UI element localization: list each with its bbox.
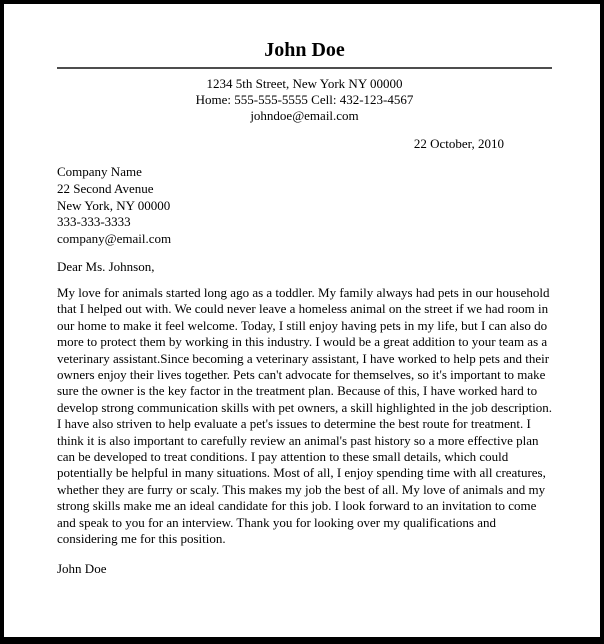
salutation: Dear Ms. Johnson, — [57, 258, 155, 274]
sender-email: johndoe@email.com — [250, 108, 359, 123]
header-divider — [57, 67, 552, 69]
letter-header — [57, 38, 552, 124]
letter-body-paragraph: My love for animals started long ago as a toddler. My family always had pets in our household that I helped out with. We could never leave a homeless animal on the street if we had room in our home to make it feel welcome. Today, I still enjoy having pets in my life, but I can also do more to protect them by working in this industry. I would be a great addition to your team as a veterinary assistant.Since becoming a veterinary assistant, I have worked to help pets and their owners enjoy their lives together. Pets can't advocate for themselves, so it's important to make sure the owner is the key factor in the treatment plan. Because of this, I have worked hard to develop strong communication skills with pet owners, a skill highlighted in the job description. I have also striven to help evaluate a pet's issues to determine the best route for treatment. I think it is also important to carefully review an animal's past history so a more effective plan can be developed to treat conditions. I pay attention to these small details, which could potentially be helpful in many situations. Most of all, I enjoy spending time with all creatures, whether they are furry or scaly. This makes my job the best of all. My love of animals and my strong skills make me an ideal candidate for this job. I look forward to an invitation to come and speak to you for an interview. Thank you for looking over my qualifications and considering me for this position. — [57, 284, 553, 547]
letter-date: 22 October, 2010 — [413, 136, 504, 151]
letter-content — [4, 4, 600, 577]
recipient-email: company@email.com — [57, 231, 172, 247]
sender-address: 1234 5th Street, New York NY 00000 — [206, 76, 403, 91]
page-title: John Doe — [264, 39, 345, 61]
recipient-phone: 333-333-3333 — [57, 214, 131, 230]
signature: John Doe — [57, 561, 107, 577]
recipient-block — [57, 164, 552, 248]
recipient-street: 22 Second Avenue — [57, 180, 154, 196]
sender-contact-block — [57, 76, 552, 124]
recipient-city: New York, NY 00000 — [57, 197, 171, 213]
sender-phones: Home: 555-555-5555 Cell: 432-123-4567 — [195, 92, 414, 107]
recipient-company: Company Name — [57, 164, 142, 179]
